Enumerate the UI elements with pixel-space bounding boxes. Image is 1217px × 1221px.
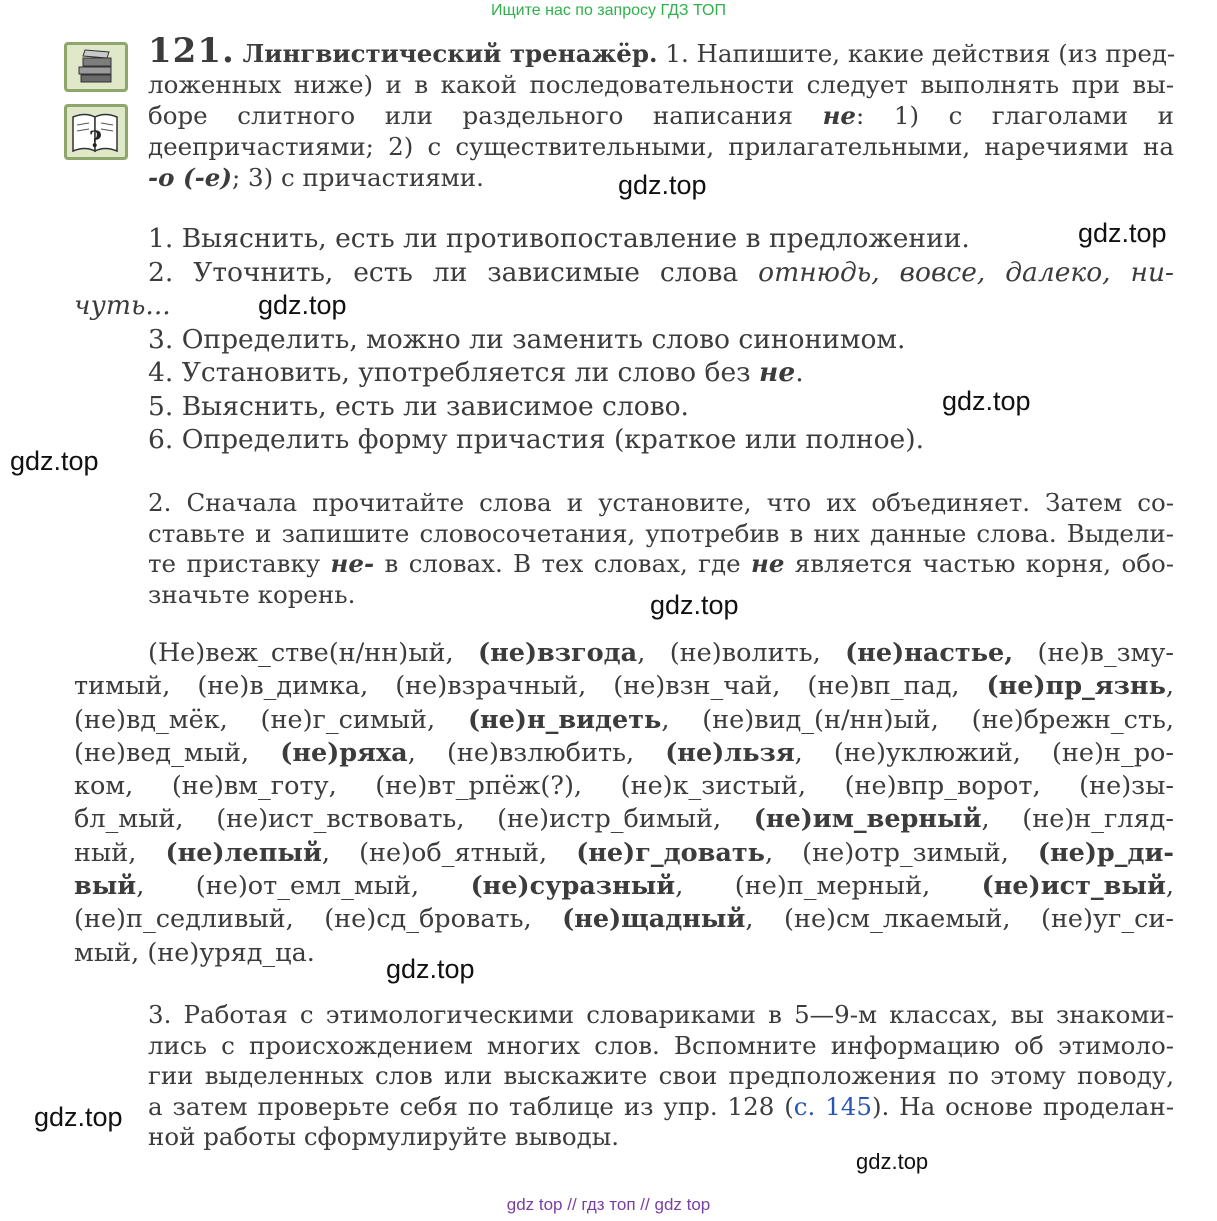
footer-link[interactable]: gdz top	[654, 1195, 711, 1214]
word-line: (Не)веж_стве(н/нн)ый, (не)взгода, (не)волить, (не)настье, (не)в_зму-	[148, 638, 1174, 668]
step-item: 5. Выяснить, есть ли зависимое слово.	[148, 390, 689, 422]
watermark: gdz.top	[650, 590, 739, 620]
footer-links	[0, 1195, 1217, 1215]
step-item-continuation: чуть...	[74, 290, 171, 321]
watermark: gdz.top	[1078, 218, 1167, 248]
footer-separator: //	[567, 1195, 577, 1214]
word-line: ком, (не)вм_готу, (не)вт_рпёж(?), (не)к_зистый, (не)впр_ворот, (не)зы-	[74, 771, 1174, 802]
task-2-line: те приставку не- в словах. В тех словах, где не является частью корня, обо-	[148, 549, 1174, 578]
word-line: бл_мый, (не)ист_вствовать, (не)истр_бимый, (не)им_верный, (не)н_гляд-	[74, 804, 1174, 835]
step-item: 6. Определить форму причастия (краткое или полное).	[148, 424, 924, 455]
watermark: gdz.top	[386, 954, 475, 984]
task-2-line: ставьте и запишите словосочетания, употребив в них данные слова. Выдели-	[148, 518, 1174, 548]
intro-line: боре слитного или раздельного написания не: 1) с глаголами и	[148, 101, 1174, 130]
task-2-line: 2. Сначала прочитайте слова и установите, что их объединяет. Затем со-	[148, 488, 1174, 517]
word-line: вый, (не)от_емл_мый, (не)суразный, (не)п_мерный, (не)ист_вый,	[74, 871, 1174, 902]
intro-line: 121. Лингвистический тренажёр. 1. Напишите, какие действия (из пред-	[148, 31, 1176, 71]
task-2-line: значьте корень.	[148, 579, 356, 609]
watermark: gdz.top	[942, 386, 1031, 416]
word-line: (не)вд_мёк, (не)г_симый, (не)н_видеть, (не)вид_(н/нн)ый, (не)брежн_сть,	[74, 704, 1175, 735]
page-link[interactable]: с. 145	[793, 1091, 872, 1121]
word-line: ный, (не)лепый, (не)об_ятный, (не)г_довать, (не)отр_зимый, (не)р_ди-	[74, 837, 1174, 868]
steps-list	[74, 222, 1174, 457]
step-item: 4. Установить, употребляется ли слово без не.	[148, 357, 804, 388]
exercise-number: 121.	[148, 31, 235, 71]
watermark: gdz.top	[856, 1149, 929, 1174]
word-line: (не)п_седливый, (не)сд_бровать, (не)щадный, (не)см_лкаемый, (не)уг_си-	[74, 904, 1174, 935]
top-banner[interactable]: Ищите нас по запросу ГДЗ ТОП	[491, 2, 726, 19]
word-list	[74, 637, 1174, 970]
watermark: gdz.top	[258, 290, 347, 320]
watermark: gdz.top	[10, 446, 99, 476]
step-item: 1. Выяснить, есть ли противопоставление в предложении.	[148, 223, 970, 254]
step-item: 2. Уточнить, есть ли зависимые слова отнюдь, вовсе, далеко, ни-	[148, 256, 1174, 288]
footer-link[interactable]: gdz top	[506, 1195, 563, 1214]
intro-line: -о (-е); 3) с причастиями.	[148, 163, 484, 192]
footer-link[interactable]: гдз топ	[581, 1195, 636, 1214]
task-3-line: гии выделенных слов или выскажите свои предположения по этому поводу,	[148, 1061, 1174, 1090]
task-3-line: а затем проверьте себя по таблице из упр. 128 (с. 145). На основе проделан-	[148, 1091, 1174, 1121]
word-line: тимый, (не)в_димка, (не)взрачный, (не)взн_чай, (не)вп_пад, (не)пр_язнь,	[74, 671, 1174, 702]
watermark: gdz.top	[34, 1102, 123, 1132]
books-icon	[64, 42, 128, 92]
question-book-icon	[64, 104, 128, 160]
step-item: 3. Определить, можно ли заменить слово синонимом.	[148, 323, 906, 355]
word-line: мый, (не)уряд_ца.	[74, 937, 315, 968]
watermark: gdz.top	[618, 170, 707, 200]
intro-line: ложенных ниже) и в какой последовательности следует выполнять при вы-	[148, 70, 1174, 99]
svg-text:?: ?	[89, 127, 102, 153]
task-3	[148, 1000, 1174, 1153]
intro-line: деепричастиями; 2) с существительными, прилагательными, наречиями на	[148, 132, 1174, 161]
task-3-line: лись с происхождением многих слов. Вспомните информацию об этимоло-	[148, 1030, 1174, 1060]
word-line: (не)вед_мый, (не)ряха, (не)взлюбить, (не)льзя, (не)уклюжий, (не)н_ро-	[74, 737, 1174, 768]
task-3-line: ной работы сформулируйте выводы.	[148, 1122, 620, 1151]
task-3-line: 3. Работая с этимологическими словариками в 5—9-м классах, вы знакоми-	[148, 1000, 1174, 1029]
exercise-title: Лингвистический тренажёр.	[242, 39, 658, 68]
footer-separator: //	[640, 1195, 650, 1214]
